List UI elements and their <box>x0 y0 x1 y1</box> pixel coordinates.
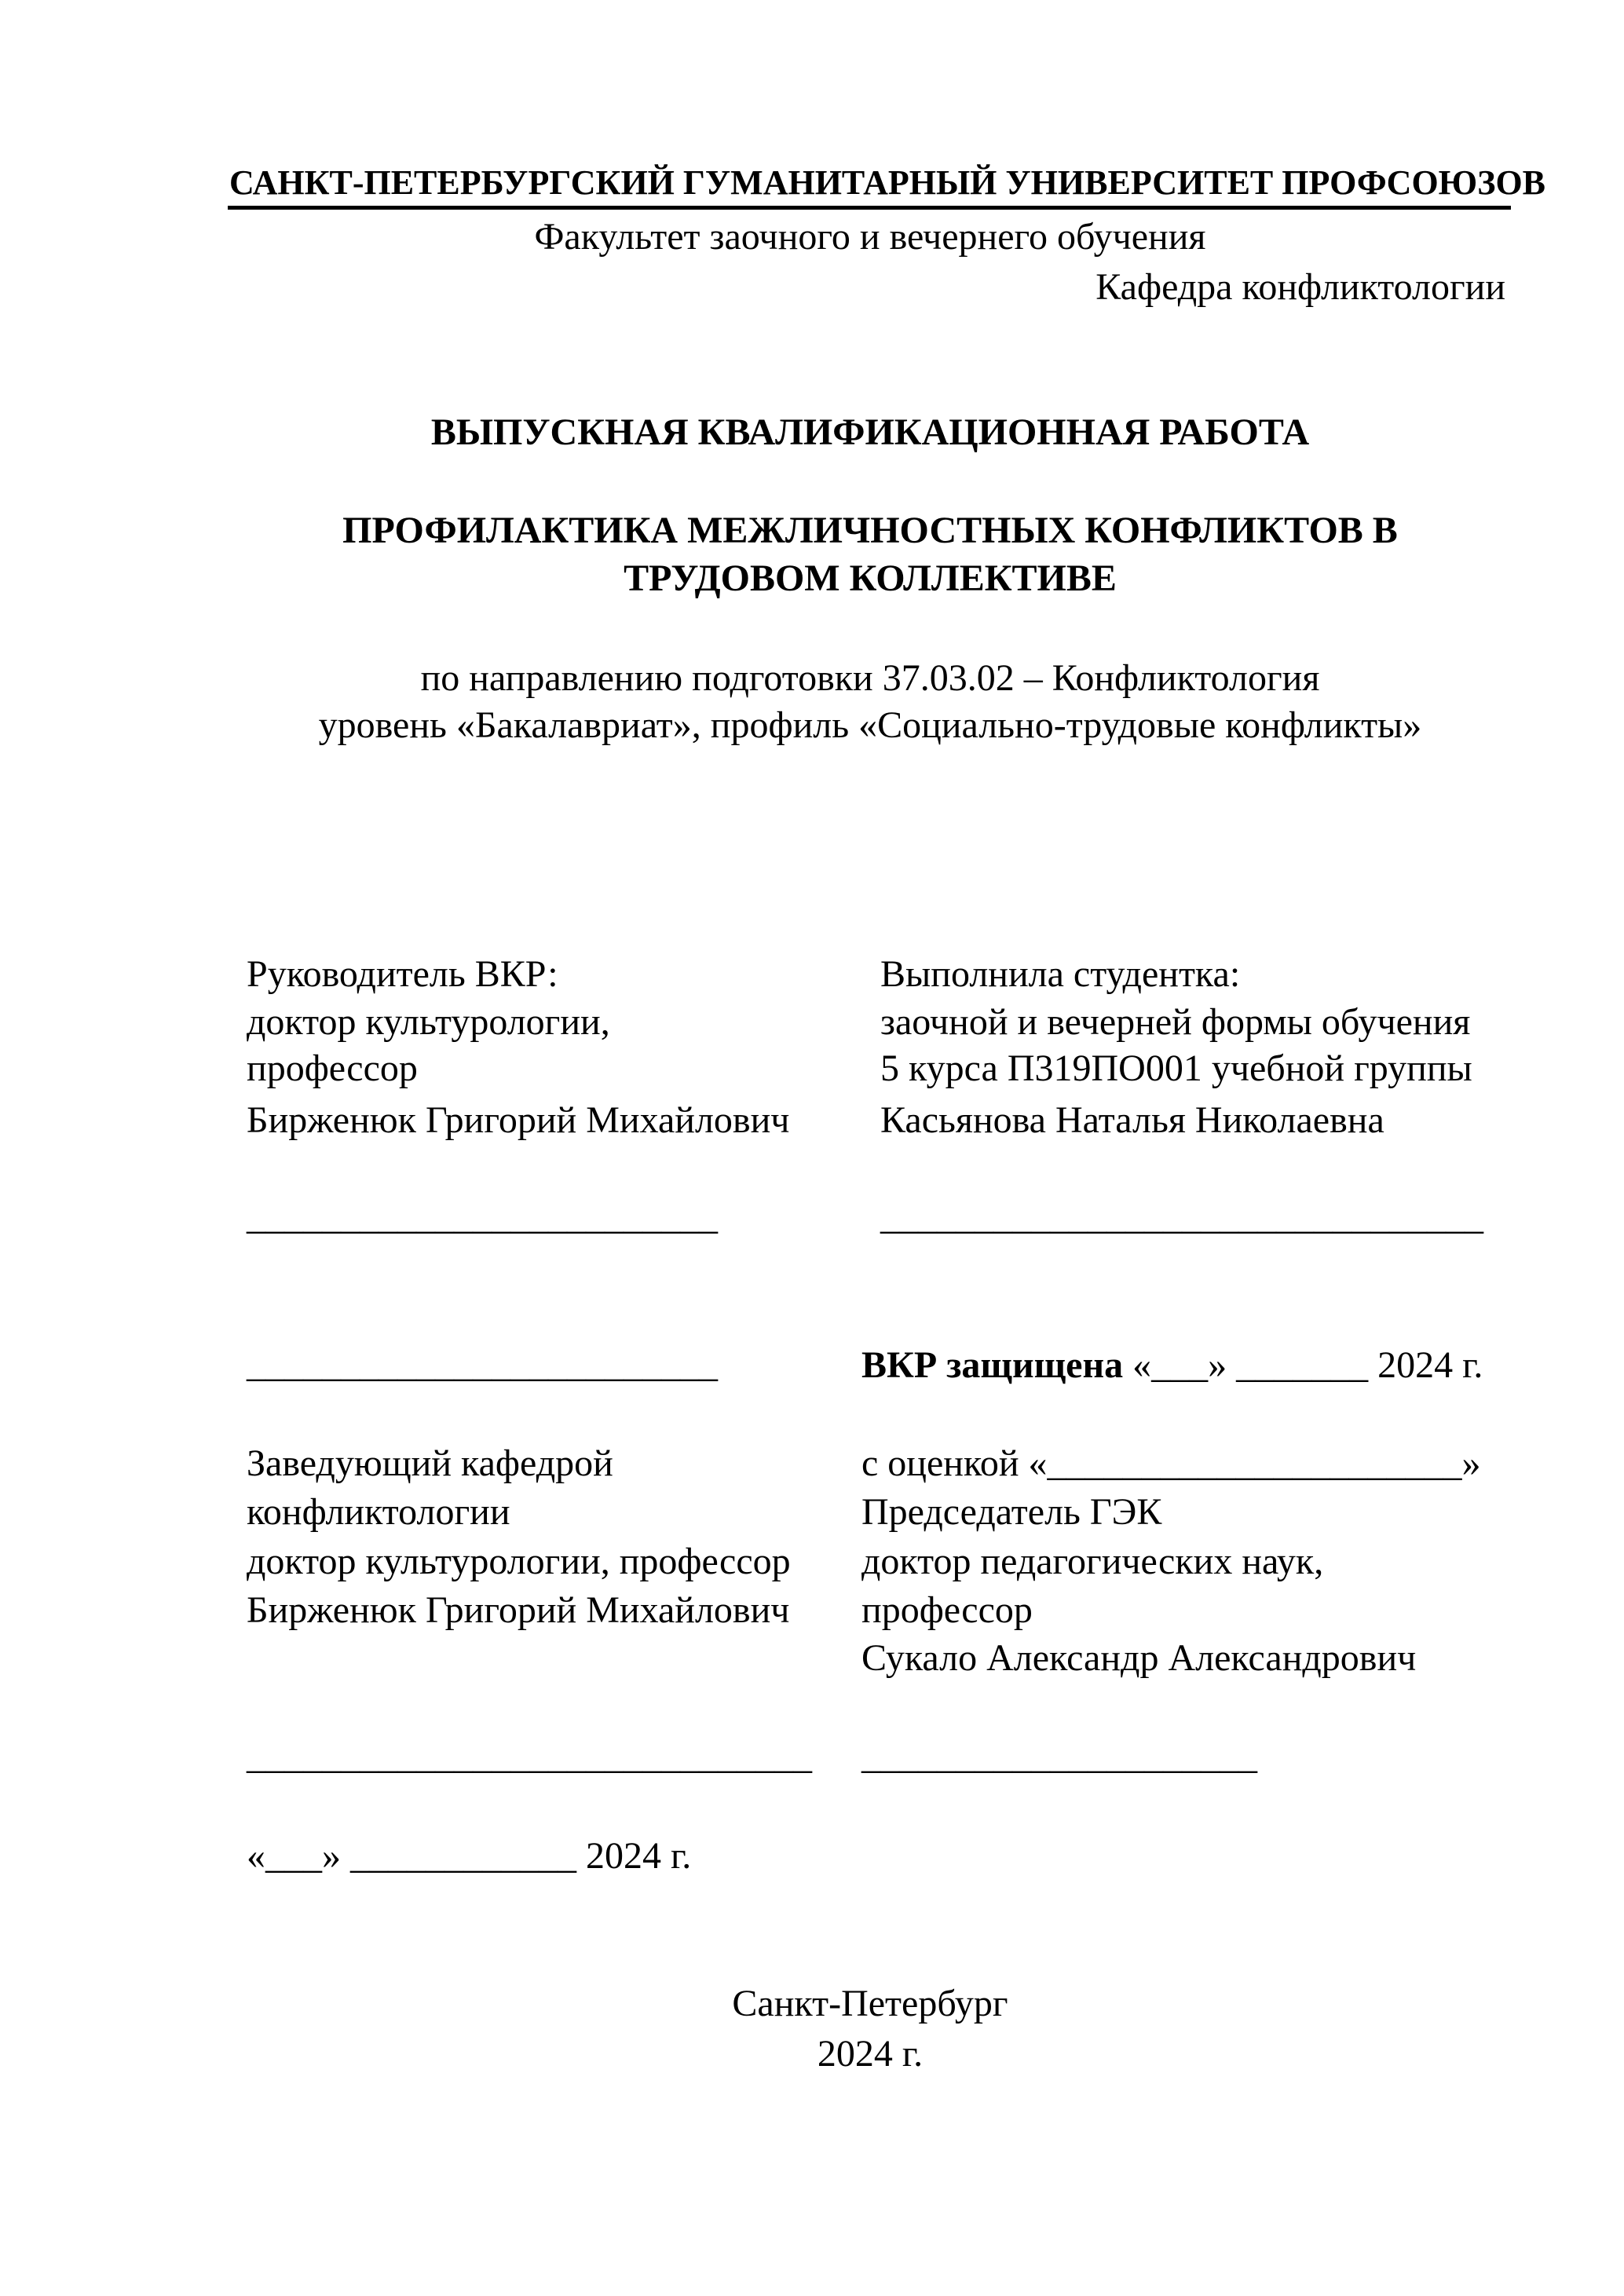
head-department: конфликтологии <box>247 1491 510 1533</box>
chair-title: профессор <box>861 1589 1033 1631</box>
direction-line-1: по направлению подготовки 37.03.02 – Конфликтология <box>420 657 1320 699</box>
defense-date: «___» _______ 2024 г. <box>1123 1344 1483 1386</box>
university-name: САНКТ-ПЕТЕРБУРГСКИЙ ГУМАНИТАРНЫЙ УНИВЕРСИТЕТ ПРОФСОЮЗОВ <box>229 163 1546 202</box>
head-position: Заведующий кафедрой <box>247 1442 613 1484</box>
defense-line <box>861 1344 1483 1386</box>
direction-line-2: уровень «Бакалавриат», профиль «Социально-трудовые конфликты» <box>318 704 1422 746</box>
header-rule <box>228 206 1511 210</box>
head-degree: доктор культурологии, профессор <box>247 1541 791 1582</box>
topic-title-line-2: ТРУДОВОМ КОЛЛЕКТИВЕ <box>624 558 1117 599</box>
supervisor-label: Руководитель ВКР: <box>247 953 558 995</box>
chair-position: Председатель ГЭК <box>861 1491 1162 1533</box>
supervisor-name: Бирженюк Григорий Михайлович <box>247 1099 790 1141</box>
supervisor-signature-line: _________________________ <box>247 1196 718 1238</box>
supervisor-title: профессор <box>247 1047 418 1089</box>
head-name: Бирженюк Григорий Михайлович <box>247 1589 790 1631</box>
student-signature-line: ________________________________ <box>880 1196 1483 1238</box>
head-signature-blank: _________________________ <box>247 1344 718 1385</box>
department-name: Кафедра конфликтологии <box>1095 266 1505 308</box>
topic-title-line-1: ПРОФИЛАКТИКА МЕЖЛИЧНОСТНЫХ КОНФЛИКТОВ В <box>342 510 1398 551</box>
student-study-form: заочной и вечерней формы обучения <box>880 1001 1471 1043</box>
footer-city: Санкт-Петербург <box>732 1983 1008 2024</box>
student-label: Выполнила студентка: <box>880 953 1241 995</box>
footer-year: 2024 г. <box>817 2033 924 2075</box>
grade-line: с оценкой «______________________» <box>861 1442 1481 1484</box>
chair-name: Сукало Александр Александрович <box>861 1637 1417 1679</box>
work-type-title: ВЫПУСКНАЯ КВАЛИФИКАЦИОННАЯ РАБОТА <box>430 411 1310 453</box>
faculty-name: Факультет заочного и вечернего обучения <box>534 216 1206 258</box>
chair-signature-line: _____________________ <box>861 1735 1257 1777</box>
student-group: 5 курса П319ПО001 учебной группы <box>880 1047 1472 1089</box>
supervisor-degree: доктор культурологии, <box>247 1001 610 1043</box>
student-name: Касьянова Наталья Николаевна <box>880 1099 1384 1141</box>
approval-date: «___» ____________ 2024 г. <box>247 1835 692 1877</box>
defense-label: ВКР защищена <box>861 1344 1124 1386</box>
chair-degree: доктор педагогических наук, <box>861 1541 1324 1582</box>
head-signature-line: ______________________________ <box>247 1735 812 1777</box>
